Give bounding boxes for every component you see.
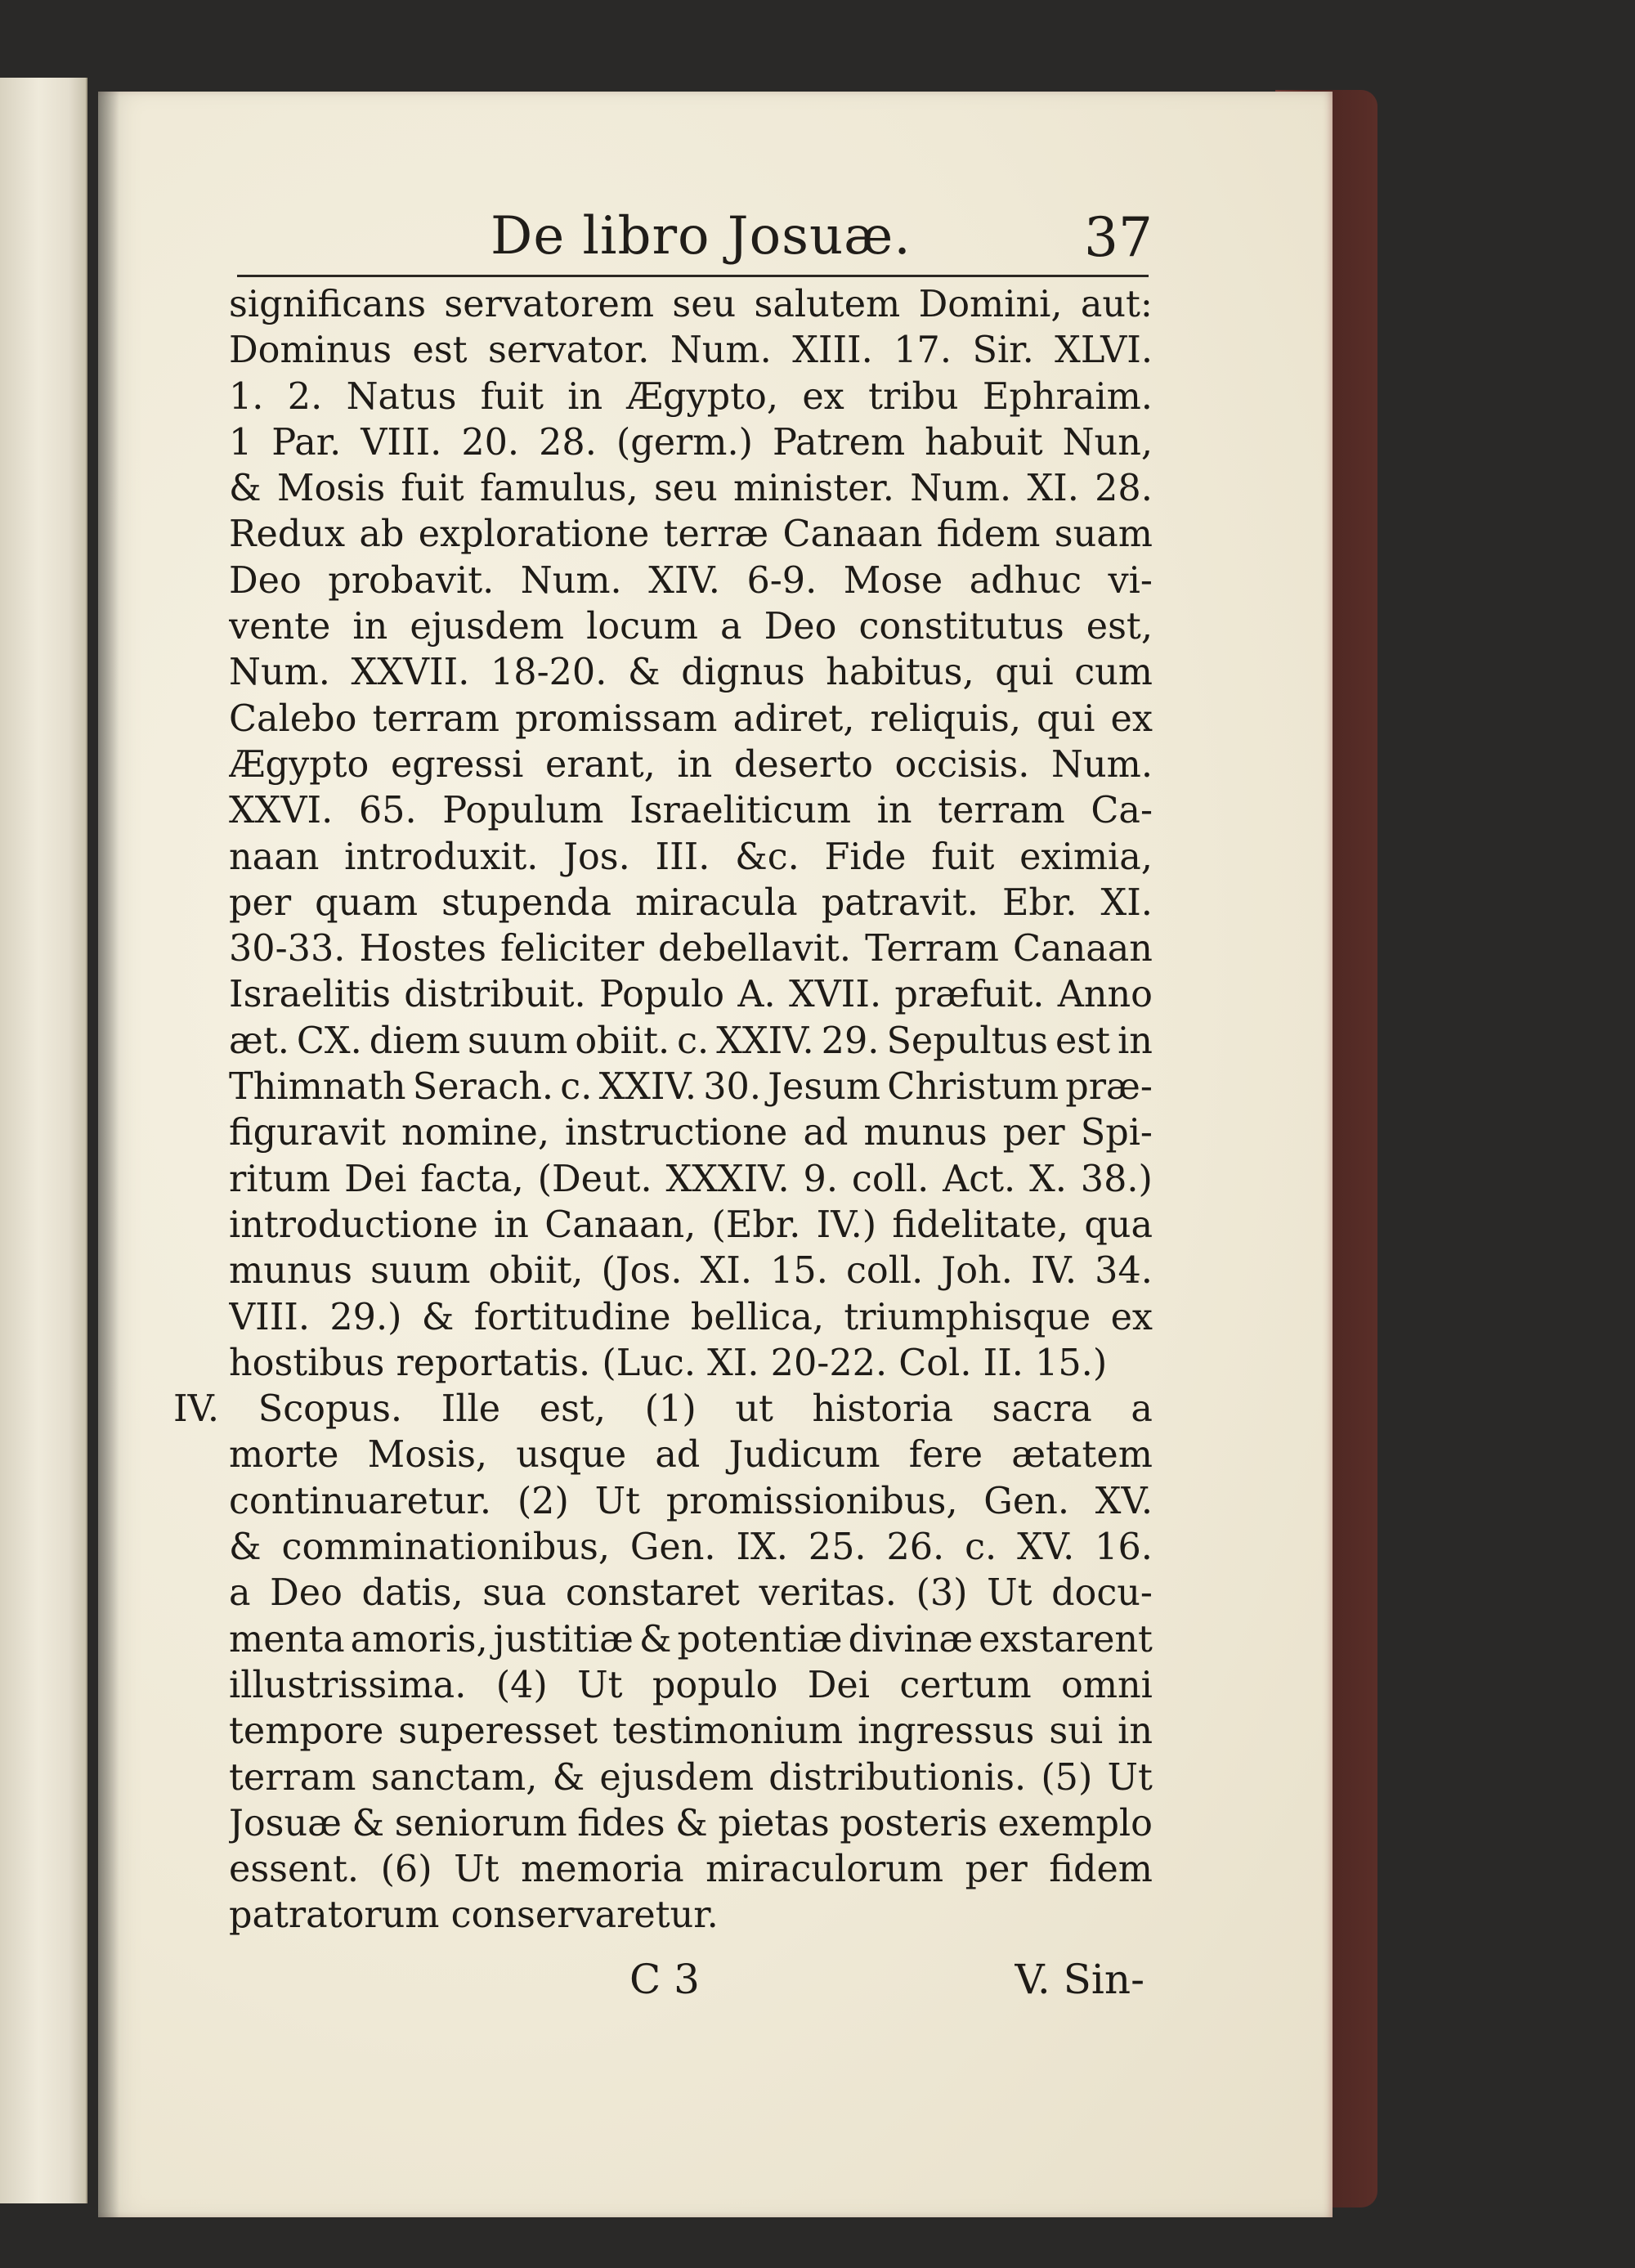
text-line: Israelitis distribuit. Populo A. XVII. præfuit. Anno bbox=[229, 974, 1153, 1016]
text-line: VIII. 29.) & fortitudine bellica, triumphisque ex bbox=[229, 1296, 1153, 1338]
text-line: patratorum conservaretur. bbox=[229, 1894, 719, 1937]
header-rule bbox=[237, 275, 1149, 277]
text-line: ritum Dei facta, (Deut. XXXIV. 9. coll. Act. X. 38.) bbox=[229, 1158, 1153, 1200]
running-title: De libro Josuæ. bbox=[490, 206, 912, 267]
text-line: & Mosis fuit famulus, seu minister. Num. XI. 28. bbox=[229, 468, 1153, 510]
text-line: tempore superesset testimonium ingressus sui in bbox=[229, 1710, 1153, 1753]
text-line: Ægypto egressi erant, in deserto occisis. Num. bbox=[229, 743, 1153, 786]
page-footer bbox=[229, 1956, 1153, 2013]
text-line: essent. (6) Ut memoria miraculorum per fidem bbox=[229, 1849, 1153, 1891]
text-line: vente in ejusdem locum a Deo constitutus est, bbox=[229, 606, 1153, 648]
signature-mark: C 3 bbox=[629, 1956, 700, 2003]
text-line: illustrissima. (4) Ut populo Dei certum omni bbox=[229, 1664, 1153, 1706]
text-line: introductione in Canaan, (Ebr. IV.) fidelitate, qua bbox=[229, 1203, 1153, 1246]
text-line: Calebo terram promissam adiret, reliquis, qui ex bbox=[229, 697, 1153, 740]
text-line: Thimnath Serach. c. XXIV. 30. Jesum Christum præ- bbox=[229, 1066, 1153, 1109]
page-gutter-shadow bbox=[98, 92, 119, 2217]
text-line: & comminationibus, Gen. IX. 25. 26. c. XV. 16. bbox=[229, 1526, 1153, 1569]
text-line: munus suum obiit, (Jos. XI. 15. coll. Joh. IV. 34. bbox=[229, 1250, 1153, 1293]
text-line: Dominus est servator. Num. XIII. 17. Sir. XLVI. bbox=[229, 329, 1153, 372]
text-line: XXVI. 65. Populum Israeliticum in terram Ca- bbox=[229, 790, 1153, 832]
text-line: 30-33. Hostes feliciter debellavit. Terram Canaan bbox=[229, 928, 1153, 970]
text-line: hostibus reportatis. (Luc. XI. 20-22. Col. II. 15.) bbox=[229, 1342, 1108, 1384]
text-line: Josuæ & seniorum fides & pietas posteris exemplo bbox=[229, 1802, 1153, 1844]
text-line: figuravit nomine, instructione ad munus per Spi- bbox=[229, 1112, 1153, 1154]
text-line: a Deo datis, sua constaret veritas. (3) Ut docu- bbox=[229, 1572, 1153, 1615]
text-line: menta amoris, justitiæ & potentiæ divinæ exstarent bbox=[229, 1618, 1153, 1661]
text-line: per quam stupenda miracula patravit. Ebr. XI. bbox=[229, 881, 1153, 924]
text-line: Deo probavit. Num. XIV. 6-9. Mose adhuc vi- bbox=[229, 559, 1153, 602]
text-line: IV. Scopus. Ille est, (1) ut historia sacra a bbox=[173, 1388, 1153, 1431]
text-line: Redux ab exploratione terræ Canaan fidem suam bbox=[229, 513, 1153, 556]
text-line: morte Mosis, usque ad Judicum fere ætatem bbox=[229, 1434, 1153, 1477]
body-text bbox=[173, 282, 1153, 1939]
facing-page-edge bbox=[0, 78, 87, 2203]
text-line: Num. XXVII. 18-20. & dignus habitus, qui cum bbox=[229, 652, 1153, 694]
text-line: continuaretur. (2) Ut promissionibus, Gen. XV. bbox=[229, 1480, 1153, 1522]
text-line: æt. CX. diem suum obiit. c. XXIV. 29. Sepultus est in bbox=[229, 1020, 1153, 1062]
text-line: naan introduxit. Jos. III. &c. Fide fuit eximia, bbox=[229, 836, 1153, 878]
catchword: V. Sin- bbox=[1015, 1956, 1144, 2003]
page-number: 37 bbox=[1084, 206, 1153, 269]
text-line: 1. 2. Natus fuit in Ægypto, ex tribu Ephraim. bbox=[229, 375, 1153, 418]
text-line: significans servatorem seu salutem Domini, aut: bbox=[229, 284, 1153, 325]
text-line: 1 Par. VIII. 20. 28. (germ.) Patrem habuit Nun, bbox=[229, 421, 1153, 464]
text-line: terram sanctam, & ejusdem distributionis. (5) Ut bbox=[229, 1756, 1153, 1799]
running-head bbox=[229, 190, 1153, 271]
